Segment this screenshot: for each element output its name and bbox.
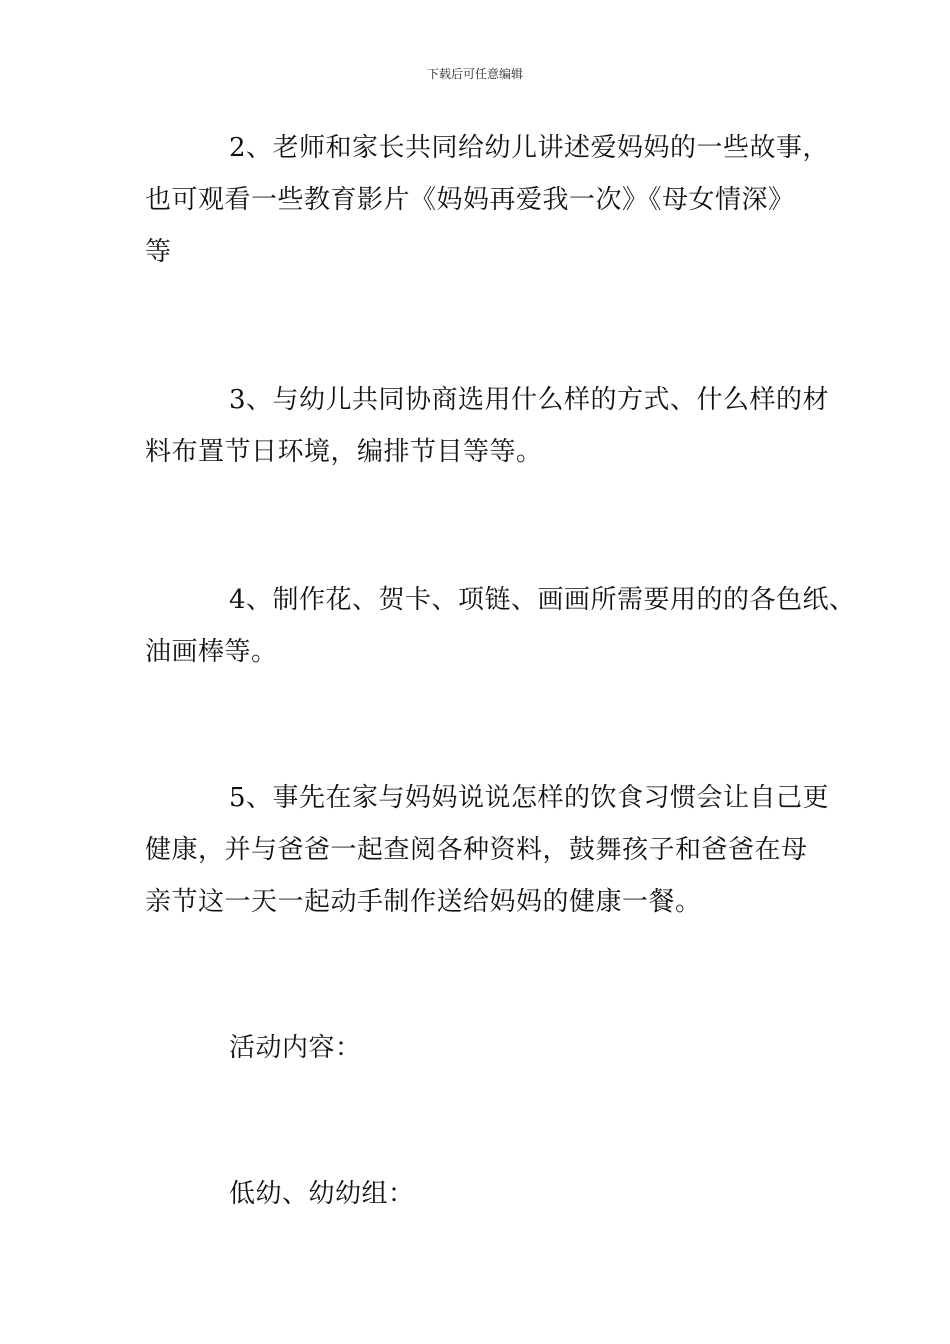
paragraph-preparation-4 [145, 574, 856, 678]
paragraph-preparation-3 [145, 374, 845, 478]
paragraph-line: 油画棒等。 [145, 637, 278, 667]
paragraph-line: 3、与幼儿共同协商选用什么样的方式、什么样的材 [229, 385, 830, 415]
section-heading: 活动内容： [229, 1033, 362, 1063]
paragraph-line: 5、事先在家与妈妈说说怎样的饮食习惯会让自己更 [229, 783, 830, 813]
paragraph-line: 健康，并与爸爸一起查阅各种资料，鼓舞孩子和爸爸在母 [145, 835, 808, 865]
paragraph-line: 也可观看一些教育影片《妈妈再爱我一次》《母女情深》 [145, 185, 795, 215]
paragraph-preparation-5 [145, 772, 845, 928]
section-heading-group [145, 1168, 845, 1220]
paragraph-line: 等 [145, 237, 172, 267]
section-heading-activity-content [145, 1022, 845, 1074]
paragraph-line: 2、老师和家长共同给幼儿讲述爱妈妈的一些故事， [229, 133, 830, 163]
paragraph-line: 亲节这一天一起动手制作送给妈妈的健康一餐。 [145, 887, 702, 917]
page-header: 下载后可任意编辑 [426, 67, 523, 81]
group-heading: 低幼、幼幼组： [229, 1179, 415, 1209]
paragraph-line: 料布置节日环境，编排节目等等。 [145, 437, 543, 467]
paragraph-line: 4、制作花、贺卡、项链、画画所需要用的的各色纸、 [229, 585, 856, 615]
paragraph-preparation-2 [145, 122, 845, 278]
